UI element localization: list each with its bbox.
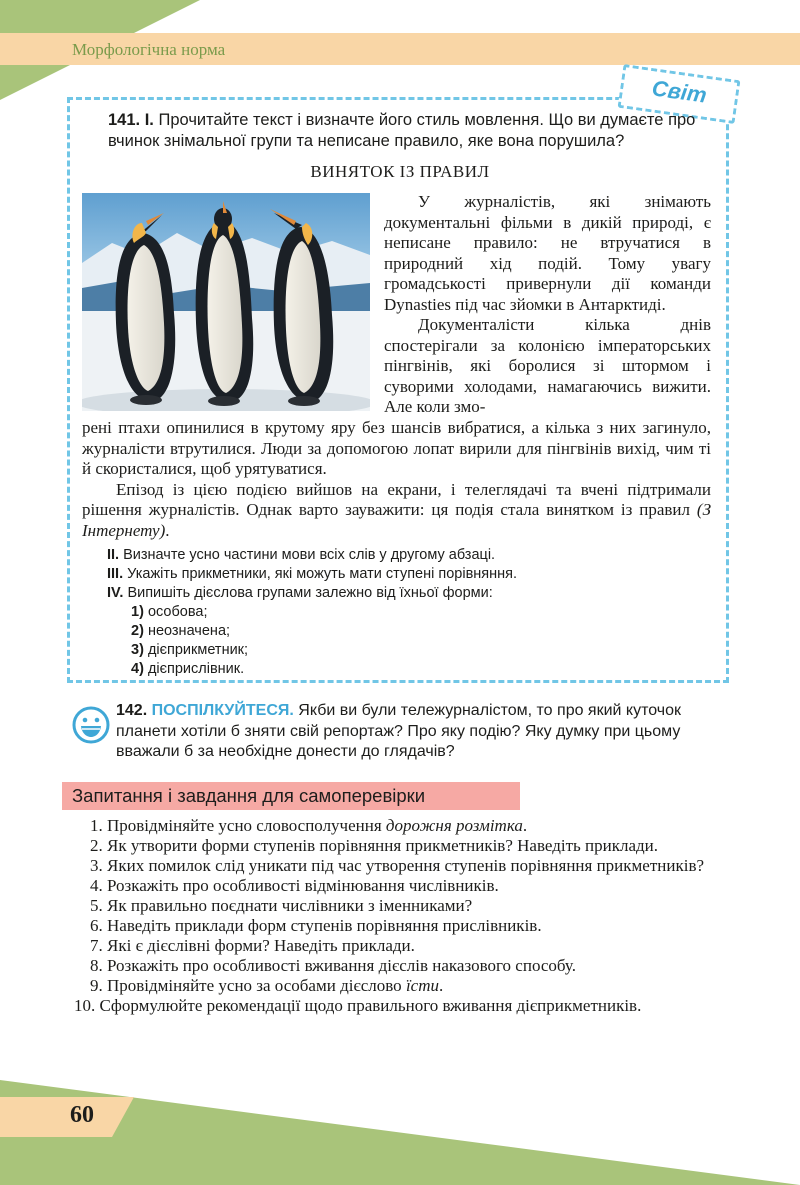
task-142 <box>116 701 736 763</box>
source-note: (З Інтернету) <box>82 500 711 540</box>
question-item: 4. Розкажіть про особливості відмінювання числівників. <box>90 876 499 895</box>
question-item: 8. Розкажіть про особливості вживання дієслів наказового способу. <box>90 956 576 975</box>
question-item: 9. Провідміняйте усно за особами дієслово їсти. <box>90 976 444 995</box>
question-item: 2. Як утворити форми ступенів порівняння прикметників? Наведіть приклади. <box>90 836 658 855</box>
subtasks-list <box>107 546 707 679</box>
smiley-talk-icon <box>72 706 110 744</box>
running-header: Морфологічна норма <box>72 40 226 59</box>
task-text: Прочитайте текст і визначте його стиль мовлення. Що ви думаєте про вчинок знімальної групи та неписане правило, яке вона порушила? <box>108 111 696 150</box>
task-label: ПОСПІЛКУЙТЕСЯ. <box>151 702 294 719</box>
story-title: ВИНЯТОК ІЗ ПРАВИЛ <box>310 162 490 181</box>
world-tag-label: Світ <box>650 75 709 108</box>
penguins-photo <box>82 193 370 411</box>
section-title: Запитання і завдання для самоперевірки <box>72 785 426 806</box>
story-text-top <box>384 192 711 418</box>
story-paragraph-3: Епізод із цією подією вийшов на екрани, і телеглядачі та вчені підтримали рішення журналістів. Однак варто зауважити: ця подія стала винятком із правил (З Інтернету). <box>82 479 711 540</box>
task-141-heading <box>108 110 708 152</box>
story-paragraph-1: У журналістів, які знімають документальні фільми в дикій природі, є неписане правило: не втручатися в природний хід подій. Тому увагу громадськості привернули дії команди Dynasties під час зйомки в Антарктиді. <box>384 192 711 314</box>
question-item: 3. Яких помилок слід уникати під час утворення ступенів порівняння прикметників? <box>90 856 705 875</box>
form-item: 2) неозначена; <box>131 623 231 639</box>
question-item: 6. Наведіть приклади форм ступенів порівняння прислівників. <box>90 916 542 935</box>
question-item: 1. Провідміняйте усно словосполучення дорожня розмітка. <box>90 816 528 835</box>
story-text-bottom <box>82 418 711 541</box>
subtask-item: III. Укажіть прикметники, які можуть мати ступені порівняння. <box>107 566 518 582</box>
form-item: 3) дієприкметник; <box>131 642 249 658</box>
story-paragraph-2-start: Документалісти кілька днів спостерігали за колонією імператорських пінгвінів, які боролися зі штормом і суворими холодами, намагаючись вижити. Але коли змо- <box>384 315 711 416</box>
page-number: 60 <box>70 1102 94 1128</box>
subtask-item: IV. Випишіть дієслова групами залежно від їхньої форми: <box>107 585 493 601</box>
story-paragraph-2-end: рені птахи опинилися в крутому яру без шансів вибратися, а кілька з них загинуло, журналісти втрутилися. Люди за допомогою лопат вирили для пінгвінів вихід, чим ті й скористалися, щоб урятуватися. <box>82 418 711 478</box>
question-item: 10. Сформулюйте рекомендації щодо правильного вживання дієприкметників. <box>74 996 642 1015</box>
subtask-item: II. Визначте усно частини мови всіх слів у другому абзаці. <box>107 547 496 563</box>
task-text: Якби ви були тележурналістом, то про який куточок планети хотіли б зняти свій репортаж? Про яку подію? Яку думку при цьому вважали б за необхідне донести до глядачів? <box>116 702 682 760</box>
form-item: 4) дієприслівник. <box>131 661 245 677</box>
question-item: 7. Які є дієслівні форми? Наведіть приклади. <box>90 936 415 955</box>
task-number: 142. <box>116 702 148 719</box>
form-item: 1) особова; <box>131 604 208 620</box>
questions-list <box>74 816 737 1016</box>
task-number: 141. І. <box>108 111 154 129</box>
question-item: 5. Як правильно поєднати числівники з іменниками? <box>90 896 473 915</box>
